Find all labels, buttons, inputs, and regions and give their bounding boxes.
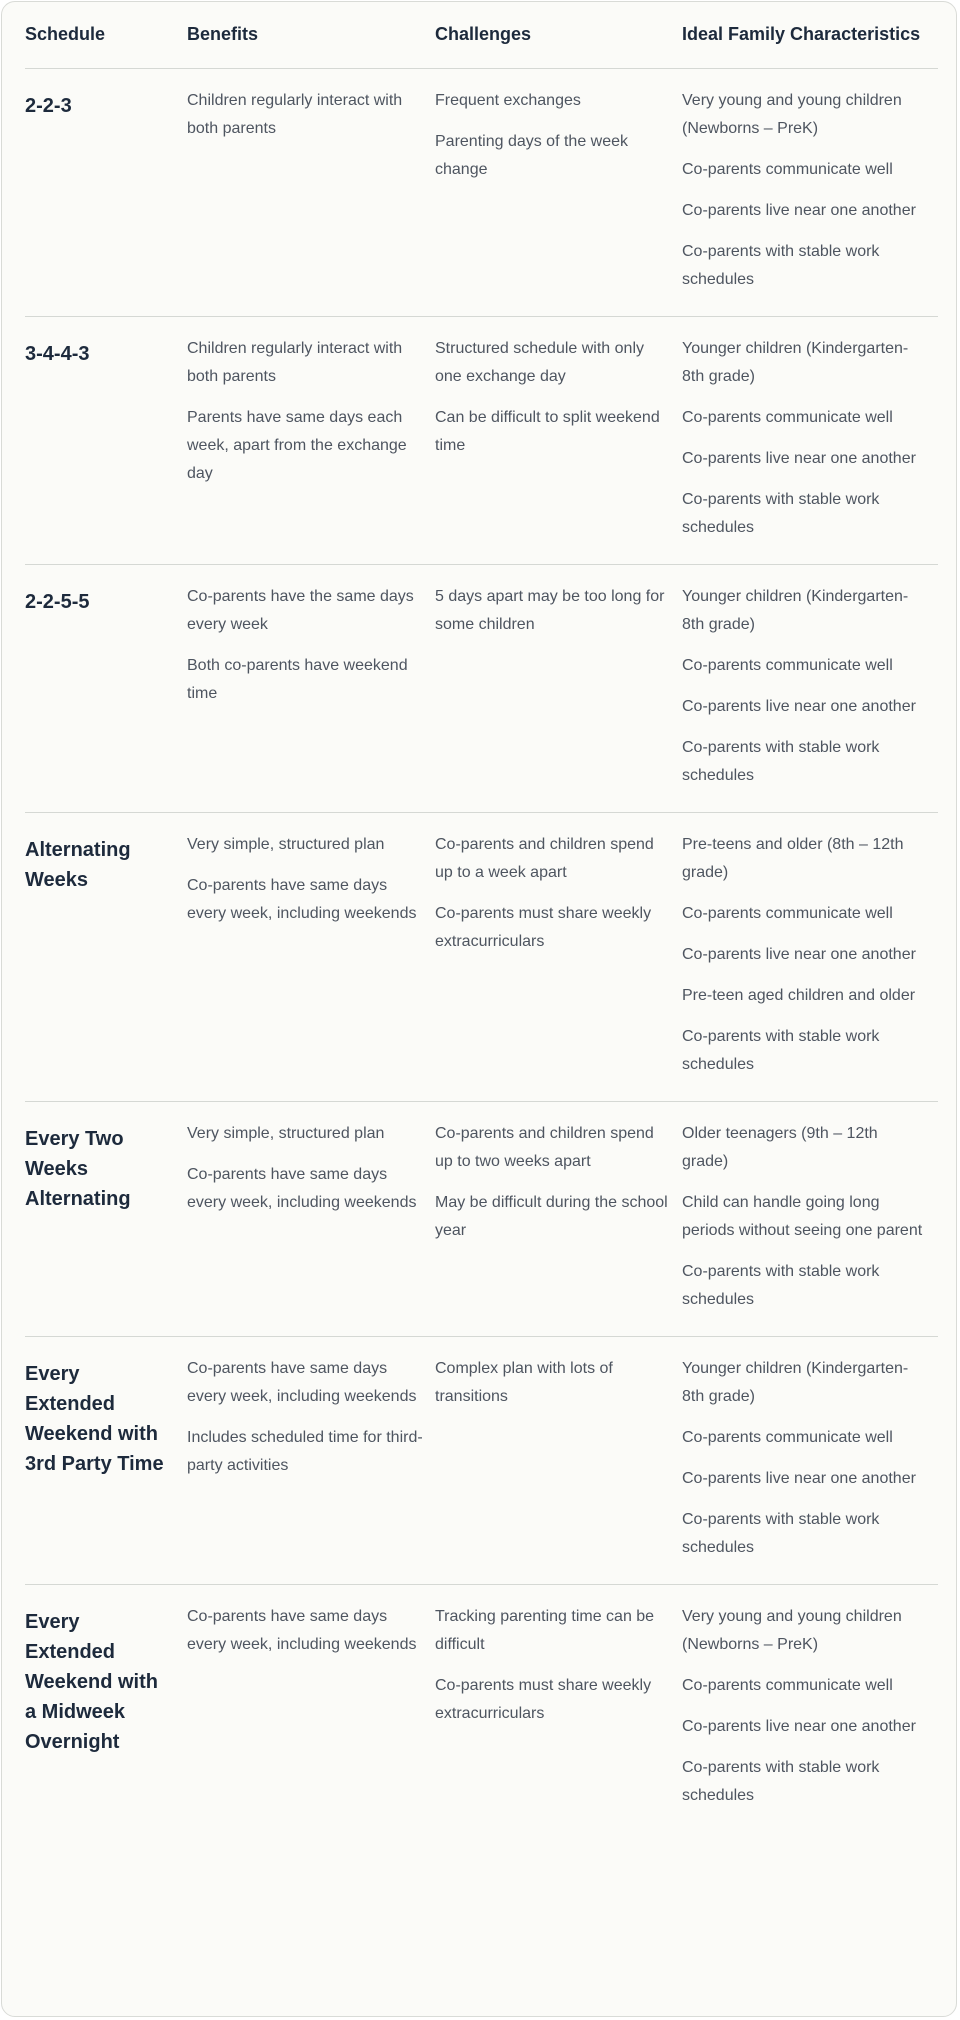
ideal-characteristic-item: Co-parents communicate well xyxy=(682,1676,893,1694)
ideal-characteristic-item: Co-parents live near one another xyxy=(682,1469,916,1487)
challenge-item: Co-parents and children spend up to two weeks apart xyxy=(435,1124,654,1170)
challenges-cell xyxy=(435,812,682,1101)
ideal-characteristic-item: Co-parents live near one another xyxy=(682,449,916,467)
table-row xyxy=(25,316,938,564)
schedule-name: Every Extended Weekend with 3rd Party Time xyxy=(25,1362,164,1475)
schedule-name: 2-2-5-5 xyxy=(25,590,90,613)
schedule-name: Every Extended Weekend with a Midweek Overnight xyxy=(25,1610,158,1753)
benefit-item: Very simple, structured plan xyxy=(187,835,385,853)
schedule-cell xyxy=(25,1101,187,1336)
schedule-cell xyxy=(25,564,187,812)
ideal-characteristic-item: Co-parents with stable work schedules xyxy=(682,490,880,536)
ideal-cell xyxy=(682,1101,938,1336)
benefit-item: Children regularly interact with both parents xyxy=(187,91,403,137)
benefits-cell xyxy=(187,1101,435,1336)
challenge-item: May be difficult during the school year xyxy=(435,1193,668,1239)
challenges-cell xyxy=(435,316,682,564)
ideal-cell xyxy=(682,1584,938,1832)
table-row xyxy=(25,1336,938,1584)
schedule-cell xyxy=(25,812,187,1101)
schedule-name: 2-2-3 xyxy=(25,94,72,117)
ideal-characteristic-item: Pre-teen aged children and older xyxy=(682,986,916,1004)
challenge-item: Co-parents must share weekly extracurriculars xyxy=(435,1676,652,1722)
ideal-characteristic-item: Younger children (Kindergarten-8th grade) xyxy=(682,1359,909,1405)
ideal-cell xyxy=(682,316,938,564)
table-row xyxy=(25,68,938,316)
benefit-item: Co-parents have same days every week, including weekends xyxy=(187,1607,417,1653)
ideal-characteristic-item: Child can handle going long periods without seeing one parent xyxy=(682,1193,923,1239)
benefit-item: Includes scheduled time for third-party activities xyxy=(187,1428,423,1474)
challenge-item: Complex plan with lots of transitions xyxy=(435,1359,613,1405)
ideal-characteristic-item: Younger children (Kindergarten-8th grade) xyxy=(682,587,909,633)
header-ideal-family-characteristics: Ideal Family Characteristics xyxy=(682,2,938,68)
schedule-cell xyxy=(25,68,187,316)
ideal-characteristic-item: Co-parents communicate well xyxy=(682,408,893,426)
benefit-item: Very simple, structured plan xyxy=(187,1124,385,1142)
ideal-characteristic-item: Co-parents with stable work schedules xyxy=(682,738,880,784)
table-row xyxy=(25,1584,938,1832)
schedule-name: Every Two Weeks Alternating xyxy=(25,1127,131,1210)
ideal-characteristic-item: Pre-teens and older (8th – 12th grade) xyxy=(682,835,904,881)
ideal-characteristic-item: Co-parents with stable work schedules xyxy=(682,1510,880,1556)
benefits-cell xyxy=(187,68,435,316)
schedule-name: 3-4-4-3 xyxy=(25,342,90,365)
ideal-characteristic-item: Younger children (Kindergarten-8th grade) xyxy=(682,339,909,385)
challenge-item: Can be difficult to split weekend time xyxy=(435,408,660,454)
header-challenges: Challenges xyxy=(435,2,682,68)
ideal-characteristic-item: Very young and young children (Newborns – PreK) xyxy=(682,1607,902,1653)
benefits-cell xyxy=(187,564,435,812)
challenge-item: Parenting days of the week change xyxy=(435,132,629,178)
benefit-item: Co-parents have same days every week, including weekends xyxy=(187,1359,417,1405)
benefits-cell xyxy=(187,812,435,1101)
ideal-cell xyxy=(682,812,938,1101)
benefit-item: Co-parents have same days every week, including weekends xyxy=(187,1165,417,1211)
challenge-item: Frequent exchanges xyxy=(435,91,581,109)
challenge-item: 5 days apart may be too long for some children xyxy=(435,587,665,633)
ideal-characteristic-item: Co-parents communicate well xyxy=(682,904,893,922)
ideal-characteristic-item: Co-parents live near one another xyxy=(682,697,916,715)
ideal-characteristic-item: Co-parents live near one another xyxy=(682,201,916,219)
benefits-cell xyxy=(187,316,435,564)
challenges-cell xyxy=(435,1336,682,1584)
challenges-cell xyxy=(435,1584,682,1832)
table-row xyxy=(25,564,938,812)
schedule-cell xyxy=(25,1336,187,1584)
benefit-item: Co-parents have the same days every week xyxy=(187,587,414,633)
benefits-cell xyxy=(187,1336,435,1584)
ideal-characteristic-item: Co-parents communicate well xyxy=(682,1428,893,1446)
challenge-item: Tracking parenting time can be difficult xyxy=(435,1607,655,1653)
ideal-characteristic-item: Co-parents communicate well xyxy=(682,160,893,178)
schedule-name: Alternating Weeks xyxy=(25,838,131,891)
ideal-characteristic-item: Co-parents with stable work schedules xyxy=(682,242,880,288)
challenge-item: Structured schedule with only one exchange day xyxy=(435,339,644,385)
challenge-item: Co-parents and children spend up to a week apart xyxy=(435,835,654,881)
ideal-characteristic-item: Very young and young children (Newborns – PreK) xyxy=(682,91,902,137)
schedule-comparison-table xyxy=(25,2,938,1832)
ideal-characteristic-item: Co-parents communicate well xyxy=(682,656,893,674)
ideal-characteristic-item: Co-parents live near one another xyxy=(682,945,916,963)
ideal-cell xyxy=(682,564,938,812)
schedule-comparison-card xyxy=(1,1,957,2017)
header-schedule: Schedule xyxy=(25,2,187,68)
table-header-row xyxy=(25,2,938,68)
challenges-cell xyxy=(435,1101,682,1336)
ideal-characteristic-item: Co-parents live near one another xyxy=(682,1717,916,1735)
benefit-item: Co-parents have same days every week, including weekends xyxy=(187,876,417,922)
table-row xyxy=(25,1101,938,1336)
schedule-cell xyxy=(25,1584,187,1832)
table-row xyxy=(25,812,938,1101)
schedule-cell xyxy=(25,316,187,564)
benefits-cell xyxy=(187,1584,435,1832)
benefit-item: Parents have same days each week, apart from the exchange day xyxy=(187,408,407,482)
ideal-cell xyxy=(682,1336,938,1584)
challenges-cell xyxy=(435,564,682,812)
challenge-item: Co-parents must share weekly extracurriculars xyxy=(435,904,652,950)
ideal-characteristic-item: Co-parents with stable work schedules xyxy=(682,1027,880,1073)
benefit-item: Children regularly interact with both parents xyxy=(187,339,403,385)
ideal-characteristic-item: Older teenagers (9th – 12th grade) xyxy=(682,1124,878,1170)
ideal-cell xyxy=(682,68,938,316)
header-benefits: Benefits xyxy=(187,2,435,68)
ideal-characteristic-item: Co-parents with stable work schedules xyxy=(682,1758,880,1804)
benefit-item: Both co-parents have weekend time xyxy=(187,656,408,702)
ideal-characteristic-item: Co-parents with stable work schedules xyxy=(682,1262,880,1308)
challenges-cell xyxy=(435,68,682,316)
